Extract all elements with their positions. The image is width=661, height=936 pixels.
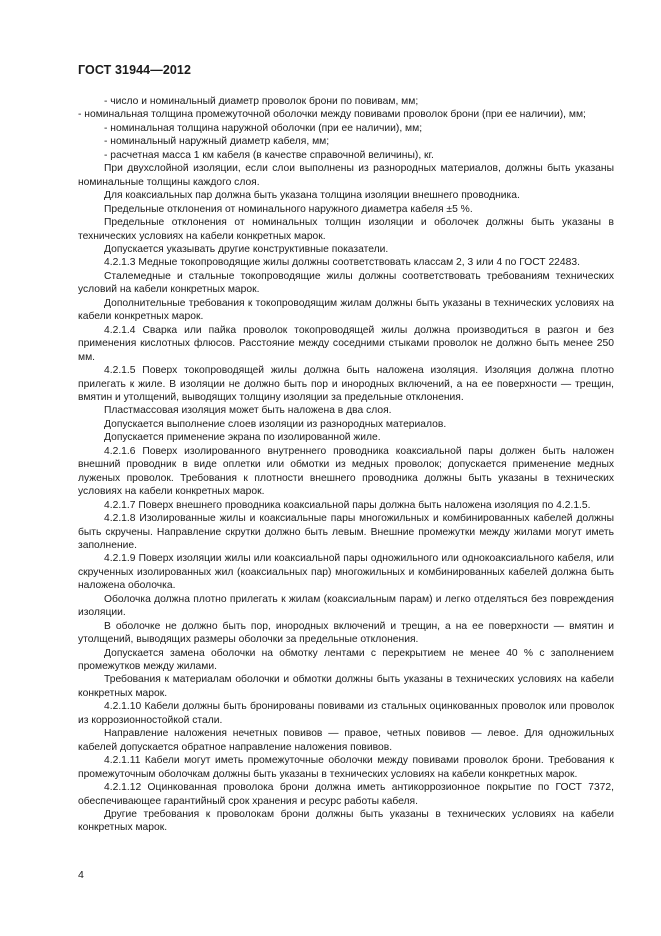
paragraph: Для коаксиальных пар должна быть указана толщина изоляции внешнего проводника. [104,190,520,202]
paragraph: Предельные отклонения от номинальных толщин изоляции и оболочек должны быть указаны в технических условиях на кабели конкретных марок. [78,217,614,242]
paragraph: - номинальный наружный диаметр кабеля, мм; [104,136,330,148]
paragraph: Требования к материалам оболочки и обмотки должны быть указаны в технических условиях на кабели конкретных марок. [78,674,614,699]
paragraph: Другие требования к проволокам брони должны быть указаны в технических условиях на кабели конкретных марок. [78,809,614,834]
paragraph: - номинальная толщина промежуточной оболочки между повивами проволок брони (при ее наличии), мм; [78,109,586,121]
paragraph: 4.2.1.3 Медные токопроводящие жилы должны соответствовать классам 2, 3 или 4 по ГОСТ 22483. [104,257,580,269]
page-number: 4 [78,869,84,881]
paragraph: 4.2.1.8 Изолированные жилы и коаксиальные пары многожильных и комбинированных кабелей должны быть скручены. Направление скрутки должно быть левым. Внешние промежутки между жилами могут иметь заполнение. [78,513,614,551]
paragraph: Оболочка должна плотно прилегать к жилам (коаксиальным парам) и легко отделяться без повреждения изоляции. [78,593,614,619]
paragraph: 4.2.1.10 Кабели должны быть бронированы повивами из стальных оцинкованных проволок или проволок из коррозионностойкой стали. [78,701,614,726]
paragraph: Допускается выполнение слоев изоляции из разнородных материалов. [104,418,447,430]
paragraph: Пластмассовая изоляция может быть наложена в два слоя. [104,405,392,417]
paragraph: Допускается указывать другие конструктивные показатели. [104,243,389,255]
paragraph: - число и номинальный диаметр проволок брони по повивам, мм; [104,96,419,107]
paragraph: Направление наложения нечетных повивов — правое, четных повивов — левое. Для одножильных кабелей допускается обратное направление наложения повивов. [78,728,614,753]
paragraph: 4.2.1.4 Сварка или пайка проволок токопроводящей жилы должна производиться в разгон и без применения кислотных флюсов. Расстояние между соседними стыками проволок не должно быть менее 250 мм. [78,324,614,363]
paragraph: В оболочке не должно быть пор, инородных включений и трещин, а на ее поверхности — вмятин и утолщений, выводящих размеры оболочки за предельные отклонения. [78,620,614,646]
paragraph: 4.2.1.6 Поверх изолированного внутреннего проводника коаксиальной пары должен быть наложен внешний проводник в виде оплетки или обмотки из медных проволок; допускается применение медных луженых проволок. Требования к плотности внешнего проводника должны быть указаны в технических условиях на кабели конкретных марок. [78,445,614,498]
paragraph: Допускается применение экрана по изолированной жиле. [104,432,381,444]
document-body [78,95,614,835]
paragraph: Допускается замена оболочки на обмотку лентами с перекрытием не менее 40 % с заполнением промежутков между жилами. [78,647,614,673]
paragraph: 4.2.1.9 Поверх изоляции жилы или коаксиальной пары одножильного или однокоаксиального кабеля, или скрученных изолированных жил (коаксиальных пар) многожильных и комбинированных кабелей должна быть наложена оболочка. [78,553,614,592]
paragraph: 4.2.1.5 Поверх токопроводящей жилы должна быть наложена изоляция. Изоляция должна плотно прилегать к жиле. В изоляции не должно быть пор и инородных включений, а на ее поверхности — трещин, вмятин и утолщений, выводящих толщину изоляции за предельные отклонения. [78,365,614,403]
paragraph: - расчетная масса 1 км кабеля (в качестве справочной величины), кг. [104,149,434,161]
paragraph: - номинальная толщина наружной оболочки (при ее наличии), мм; [104,122,423,134]
paragraph: 4.2.1.7 Поверх внешнего проводника коаксиальной пары должна быть наложена изоляция по 4.2.1.5. [104,499,591,511]
paragraph: Предельные отклонения от номинального наружного диаметра кабеля ±5 %. [104,203,473,215]
document-header: ГОСТ 31944—2012 [78,63,192,77]
paragraph: 4.2.1.11 Кабели могут иметь промежуточные оболочки между повивами проволок брони. Требования к промежуточным оболочкам должны быть указаны в технических условиях на кабели конкретных марок. [78,755,614,780]
paragraph: Сталемедные и стальные токопроводящие жилы должны соответствовать требованиям технических условий на кабели конкретных марок. [78,270,614,296]
paragraph: При двухслойной изоляции, если слои выполнены из разнородных материалов, должны быть указаны номинальные толщины каждого слоя. [78,163,614,188]
paragraph: Дополнительные требования к токопроводящим жилам должны быть указаны в технических условиях на кабели конкретных марок. [78,297,614,323]
paragraph: 4.2.1.12 Оцинкованная проволока брони должна иметь антикоррозионное покрытие по ГОСТ 7372, обеспечивающее гарантийный срок хранения и ресурс работы кабеля. [78,782,614,807]
